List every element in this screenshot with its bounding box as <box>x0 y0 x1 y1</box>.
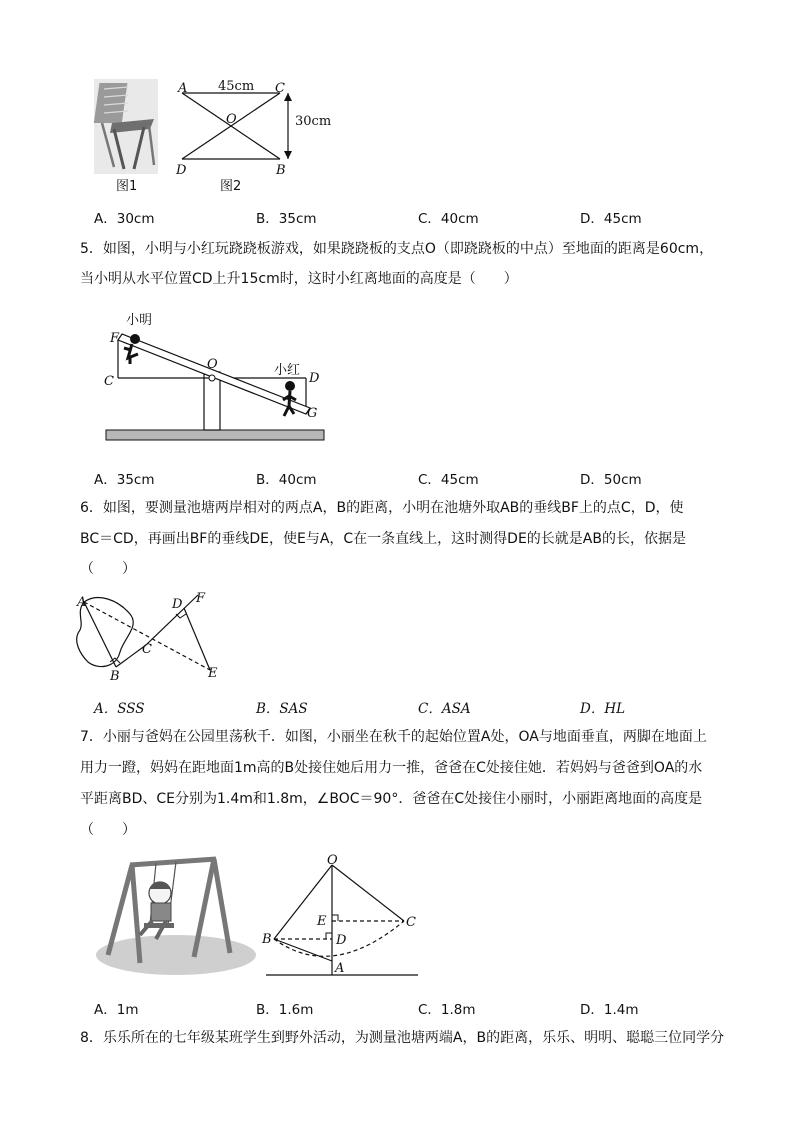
swing-D-label: D <box>336 933 347 948</box>
pond-F-label: F <box>196 591 206 606</box>
q5-text-line2: 当小明从水平位置CD上升15cm时，这时小红离地面的高度是（ ） <box>80 271 518 287</box>
pond-A-label: A <box>77 595 87 610</box>
swing-C-label: C <box>406 915 416 930</box>
top-length-label: 45cm <box>218 79 255 94</box>
swing-A-label: A <box>335 961 345 976</box>
side-length-label: 30cm <box>295 114 332 129</box>
point-B-label: B <box>276 163 286 178</box>
point-A-label: A <box>178 81 188 96</box>
seesaw-O-label: O <box>207 357 218 372</box>
q7-text-line3: 平距离BD、CE分别为1.4m和1.8m，∠BOC＝90°．爸爸在C处接住小丽时，小丽距离地面的高度是 <box>80 791 703 807</box>
point-D-label: D <box>176 163 187 178</box>
seesaw-C-label: C <box>104 374 114 389</box>
q5-option-d[interactable]: D．50cm <box>580 472 642 488</box>
seesaw-G-label: G <box>307 406 318 421</box>
point-O-label: O <box>226 112 237 127</box>
q7-option-a[interactable]: A．1m <box>94 1002 139 1018</box>
q7-text-line2: 用力一蹬，妈妈在距地面1m高的B处接住她后用力一推，爸爸在C处接住她．若妈妈与爸爸到OA的水 <box>80 760 703 776</box>
pond-D-label: D <box>172 597 183 612</box>
fig1-label: 图1 <box>116 179 138 194</box>
q5-option-a[interactable]: A．35cm <box>94 472 155 488</box>
xiaohong-label: 小红 <box>274 363 301 378</box>
q5-option-c[interactable]: C．45cm <box>418 472 479 488</box>
q6-text-line2: BC＝CD，再画出BF的垂线DE，使E与A，C在一条直线上，这时测得DE的长就是AB的长，依据是 <box>80 531 686 547</box>
q7-text-line1: 7．小丽与爸妈在公园里荡秋千．如图，小丽坐在秋千的起始位置A处，OA与地面垂直，两脚在地面上 <box>80 729 707 745</box>
pond-B-label: B <box>110 669 120 684</box>
q8-text-line1: 8．乐乐所在的七年级某班学生到野外活动，为测量池塘两端A，B的距离，乐乐、明明、聪聪三位同学分 <box>80 1030 725 1046</box>
q7-option-b[interactable]: B．1.6m <box>256 1002 314 1018</box>
swing-O-label: O <box>327 853 338 868</box>
swing-illustration <box>96 853 256 983</box>
q5-option-b[interactable]: B．40cm <box>256 472 317 488</box>
q5-text-line1: 5．如图，小明与小红玩跷跷板游戏，如果跷跷板的支点O（即跷跷板的中点）至地面的距离是60cm， <box>80 241 714 257</box>
chair-illustration <box>94 79 158 174</box>
pond-C-label: C <box>142 642 152 657</box>
q6-option-b[interactable]: B．SAS <box>256 701 308 717</box>
point-C-label: C <box>275 81 285 96</box>
fig2-label: 图2 <box>220 179 242 194</box>
swing-B-label: B <box>262 932 272 947</box>
q6-text-line1: 6．如图，要测量池塘两岸相对的两点A，B的距离，小明在池塘外取AB的垂线BF上的点C，D，使 <box>80 500 684 516</box>
q6-option-d[interactable]: D．HL <box>580 701 626 717</box>
q7-text-line4: （ ） <box>80 822 136 838</box>
q4-option-a[interactable]: A．30cm <box>94 211 155 227</box>
swing-E-label: E <box>317 914 327 929</box>
q7-option-d[interactable]: D．1.4m <box>580 1002 639 1018</box>
q6-option-a[interactable]: A．SSS <box>94 701 145 717</box>
seesaw-diagram <box>100 310 340 445</box>
seesaw-F-label: F <box>110 331 120 346</box>
q7-option-c[interactable]: C．1.8m <box>418 1002 476 1018</box>
xiaoming-label: 小明 <box>126 313 153 328</box>
q4-option-d[interactable]: D．45cm <box>580 211 642 227</box>
q6-option-c[interactable]: C．ASA <box>418 701 471 717</box>
q6-text-line3: （ ） <box>80 561 136 577</box>
q4-option-b[interactable]: B．35cm <box>256 211 317 227</box>
seesaw-D-label: D <box>309 371 320 386</box>
pond-E-label: E <box>208 666 218 681</box>
q4-option-c[interactable]: C．40cm <box>418 211 479 227</box>
